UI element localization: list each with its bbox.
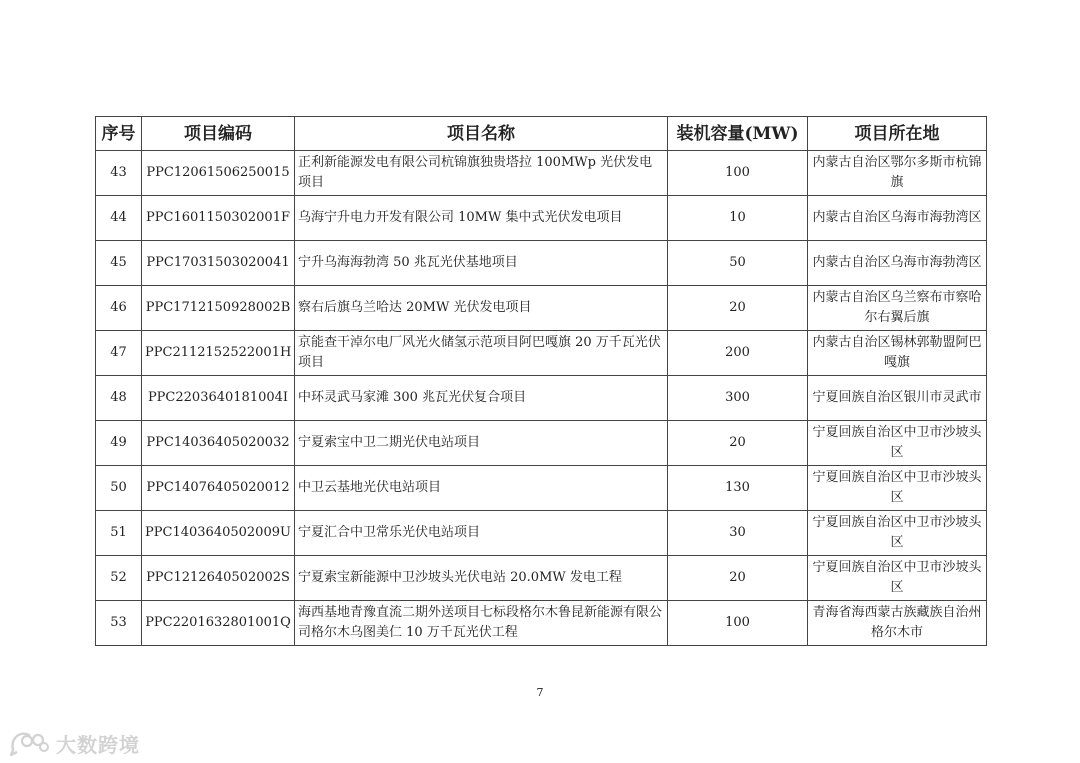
cell-no: 44 bbox=[96, 196, 142, 241]
cell-no: 52 bbox=[96, 556, 142, 601]
cell-no: 47 bbox=[96, 331, 142, 376]
cell-code: PPC1601150302001F bbox=[142, 196, 295, 241]
cell-capacity: 50 bbox=[668, 241, 808, 286]
cell-code: PPC2203640181004I bbox=[142, 376, 295, 421]
table-row bbox=[96, 421, 987, 466]
cell-project-name: 乌海宁升电力开发有限公司 10MW 集中式光伏发电项目 bbox=[295, 196, 668, 241]
table-row bbox=[96, 331, 987, 376]
table-row bbox=[96, 376, 987, 421]
cell-capacity: 100 bbox=[668, 151, 808, 196]
cell-capacity: 20 bbox=[668, 286, 808, 331]
cell-project-name: 京能查干淖尔电厂风光火储氢示范项目阿巴嘎旗 20 万千瓦光伏项目 bbox=[295, 331, 668, 376]
cell-location: 宁夏回族自治区中卫市沙坡头区 bbox=[808, 421, 987, 466]
table-header-row bbox=[96, 117, 987, 151]
watermark-text: 大数跨境 bbox=[56, 732, 140, 757]
table-row bbox=[96, 196, 987, 241]
cell-code: PPC2201632801001Q bbox=[142, 601, 295, 646]
cell-no: 51 bbox=[96, 511, 142, 556]
cell-project-name: 宁夏索宝新能源中卫沙坡头光伏电站 20.0MW 发电工程 bbox=[295, 556, 668, 601]
cell-no: 50 bbox=[96, 466, 142, 511]
cell-location: 宁夏回族自治区中卫市沙坡头区 bbox=[808, 466, 987, 511]
cell-code: PPC1712150928002B bbox=[142, 286, 295, 331]
cell-location: 内蒙古自治区乌海市海勃湾区 bbox=[808, 196, 987, 241]
cell-no: 43 bbox=[96, 151, 142, 196]
cell-project-name: 宁夏汇合中卫常乐光伏电站项目 bbox=[295, 511, 668, 556]
watermark bbox=[10, 729, 140, 757]
cell-location: 青海省海西蒙古族藏族自治州格尔木市 bbox=[808, 601, 987, 646]
cell-code: PPC14076405020012 bbox=[142, 466, 295, 511]
header-name: 项目名称 bbox=[295, 117, 668, 151]
table-row bbox=[96, 286, 987, 331]
table-row bbox=[96, 601, 987, 646]
cell-no: 49 bbox=[96, 421, 142, 466]
header-capacity: 装机容量(MW) bbox=[668, 117, 808, 151]
table-body bbox=[96, 151, 987, 646]
cell-capacity: 10 bbox=[668, 196, 808, 241]
cell-location: 宁夏回族自治区中卫市沙坡头区 bbox=[808, 511, 987, 556]
cell-project-name: 中环灵武马家滩 300 兆瓦光伏复合项目 bbox=[295, 376, 668, 421]
cell-location: 内蒙古自治区鄂尔多斯市杭锦旗 bbox=[808, 151, 987, 196]
cell-code: PPC12061506250015 bbox=[142, 151, 295, 196]
table-row bbox=[96, 556, 987, 601]
cell-no: 46 bbox=[96, 286, 142, 331]
cell-location: 宁夏回族自治区银川市灵武市 bbox=[808, 376, 987, 421]
project-table bbox=[95, 116, 987, 646]
cell-no: 48 bbox=[96, 376, 142, 421]
cell-code: PPC14036405020032 bbox=[142, 421, 295, 466]
cell-location: 内蒙古自治区乌兰察布市察哈尔右翼后旗 bbox=[808, 286, 987, 331]
cell-project-name: 宁夏索宝中卫二期光伏电站项目 bbox=[295, 421, 668, 466]
cell-project-name: 察右后旗乌兰哈达 20MW 光伏发电项目 bbox=[295, 286, 668, 331]
cell-location: 宁夏回族自治区中卫市沙坡头区 bbox=[808, 556, 987, 601]
cell-project-name: 正利新能源发电有限公司杭锦旗独贵塔拉 100MWp 光伏发电项目 bbox=[295, 151, 668, 196]
page-number: 7 bbox=[536, 686, 544, 699]
cell-code: PPC17031503020041 bbox=[142, 241, 295, 286]
cell-capacity: 100 bbox=[668, 601, 808, 646]
header-code: 项目编码 bbox=[142, 117, 295, 151]
table-row bbox=[96, 511, 987, 556]
table-row bbox=[96, 151, 987, 196]
chat-bubbles-logo-icon bbox=[10, 730, 50, 756]
cell-code: PPC1403640502009U bbox=[142, 511, 295, 556]
cell-capacity: 20 bbox=[668, 556, 808, 601]
cell-capacity: 30 bbox=[668, 511, 808, 556]
header-location: 项目所在地 bbox=[808, 117, 987, 151]
cell-no: 45 bbox=[96, 241, 142, 286]
cell-project-name: 海西基地青豫直流二期外送项目七标段格尔木鲁昆新能源有限公司格尔木乌图美仁 10 万千瓦光伏工程 bbox=[295, 601, 668, 646]
table-row bbox=[96, 241, 987, 286]
cell-location: 内蒙古自治区乌海市海勃湾区 bbox=[808, 241, 987, 286]
cell-project-name: 宁升乌海海勃湾 50 兆瓦光伏基地项目 bbox=[295, 241, 668, 286]
cell-capacity: 20 bbox=[668, 421, 808, 466]
cell-no: 53 bbox=[96, 601, 142, 646]
cell-project-name: 中卫云基地光伏电站项目 bbox=[295, 466, 668, 511]
table-row bbox=[96, 466, 987, 511]
header-no: 序号 bbox=[96, 117, 142, 151]
cell-code: PPC2112152522001H bbox=[142, 331, 295, 376]
cell-capacity: 300 bbox=[668, 376, 808, 421]
cell-capacity: 200 bbox=[668, 331, 808, 376]
cell-code: PPC1212640502002S bbox=[142, 556, 295, 601]
cell-location: 内蒙古自治区锡林郭勒盟阿巴嘎旗 bbox=[808, 331, 987, 376]
cell-capacity: 130 bbox=[668, 466, 808, 511]
